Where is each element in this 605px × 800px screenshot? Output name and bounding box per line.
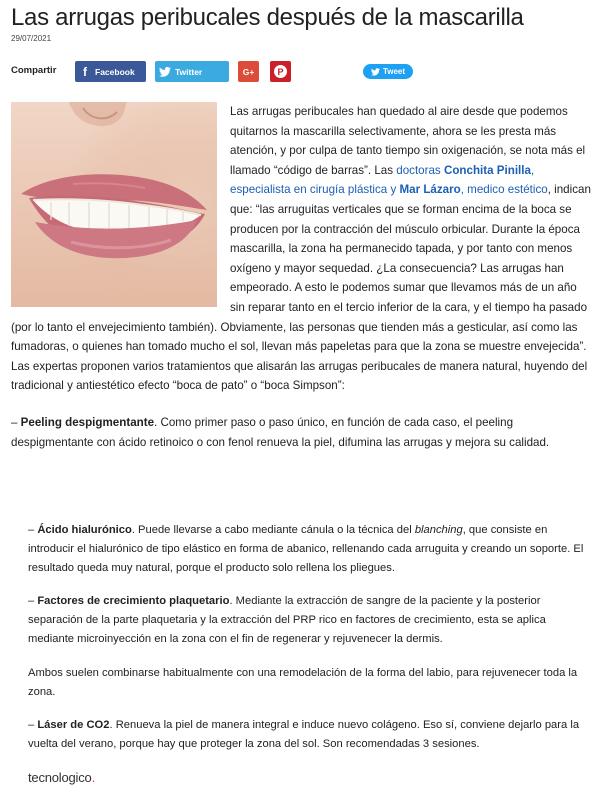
factores-dash: – bbox=[28, 595, 38, 607]
acido-paragraph bbox=[28, 521, 591, 578]
article-body bbox=[11, 102, 591, 452]
blanching-term: blanching bbox=[414, 524, 463, 536]
tweet-button[interactable] bbox=[363, 64, 413, 79]
logo-text: tecnologico bbox=[28, 770, 92, 785]
laser-title: Láser de CO2 bbox=[37, 719, 110, 731]
ambos-text: Ambos suelen combinarse habitualmente con una remodelación de la forma del labio, para rejuvenecer toda la zona. bbox=[28, 667, 578, 698]
doctor-name-2: Mar Lázaro bbox=[399, 183, 461, 197]
peeling-title: Peeling despigmentante bbox=[20, 415, 155, 429]
logo-dot: . bbox=[91, 770, 95, 785]
peeling-dash: – bbox=[11, 415, 21, 429]
twitter-share-button[interactable] bbox=[155, 61, 229, 82]
googleplus-share-button[interactable] bbox=[238, 61, 259, 82]
laser-dash: – bbox=[28, 719, 38, 731]
facebook-label: Facebook bbox=[95, 66, 135, 77]
peeling-paragraph bbox=[11, 413, 591, 452]
acido-text-1: . Puede llevarse a cabo mediante cánula o la técnica del bbox=[131, 524, 415, 536]
acido-dash: – bbox=[28, 524, 38, 536]
intro-text-1: Las arrugas peribucales han quedado al aire desde que podemos quitarnos la mascarilla selectivamente, ahora se les presta más atención, y por culpa de tanto tiempo sin oxigenación, se nota más el llamado “código de barras”. Las bbox=[230, 105, 586, 177]
peeling-text: . Como primer paso o paso único, en función de cada caso, el peeling despigmentante con ácido retinoico o con fenol renueva la piel, difumina las arrugas y mejora su calidad. bbox=[11, 415, 550, 449]
facebook-icon: f bbox=[83, 64, 87, 79]
twitter-label: Twitter bbox=[175, 66, 203, 77]
factores-paragraph bbox=[28, 592, 591, 649]
doctor-role-2: , medico estético bbox=[460, 183, 548, 197]
intro-paragraph bbox=[11, 102, 591, 396]
googleplus-icon: G+ bbox=[242, 66, 255, 77]
share-bar bbox=[11, 61, 601, 83]
tweet-label: Tweet bbox=[382, 67, 406, 76]
twitter-bird-icon bbox=[155, 67, 175, 77]
pinterest-icon: P bbox=[274, 65, 287, 78]
site-logo[interactable] bbox=[28, 770, 95, 785]
doctor-role-1: , especialista en cirugía plástica y bbox=[230, 163, 535, 197]
factores-text: . Mediante la extracción de sangre de la paciente y la posterior separación de la parte plaquetaria y la extracción del PRP rico en factores de crecimiento, esta se aplica mediante microinyección en la zona con el fin de regenerar y rejuvenecer la dermis. bbox=[28, 595, 546, 645]
acido-text-2: , que consiste en introducir el hialurónico de tipo elástico en forma de abanico, rellenando cada arruguita y creando un soporte. El resultado queda muy natural, porque el producto solo rellena los pliegues. bbox=[28, 524, 584, 574]
image-spacer bbox=[11, 102, 221, 316]
doctor-name-1: Conchita Pinilla bbox=[443, 163, 531, 177]
laser-text: . Renueva la piel de manera integral e induce nuevo colágeno. Eso sí, conviene dejarlo para la vuelta del verano, porque hay que proteger la zona del sol. Son recomendadas 3 sesiones. bbox=[28, 719, 580, 750]
article-date: 29/07/2021 bbox=[11, 34, 52, 43]
laser-paragraph bbox=[28, 716, 591, 754]
doctors-link-text: doctoras bbox=[396, 163, 444, 177]
ambos-paragraph bbox=[28, 664, 591, 702]
share-label: Compartir bbox=[11, 65, 57, 76]
article-title: Las arrugas peribucales después de la mascarilla bbox=[11, 4, 524, 31]
acido-title: Ácido hialurónico bbox=[37, 524, 132, 536]
factores-title: Factores de crecimiento plaquetario bbox=[37, 595, 230, 607]
twitter-bird-icon bbox=[371, 68, 380, 76]
facebook-share-button[interactable] bbox=[75, 61, 146, 82]
intro-text-2: , indican que: “las arruguitas verticales que se forman encima de la boca se producen por la contracción del músculo orbicular. Durante la época mascarilla, la zona ha permanecido tapada, y por tanto con menos oxígeno y mayor sequedad. ¿La consecuencia? Las arrugas han empeorado. A esto le podemos sumar que llevamos más de un año sin reparar tanto en el tercio inferior de la cara, y el tiempo ha pasado (por lo tanto el envejecimiento también). Obviamente, las personas que tienden más a gesticular, así como las fumadoras, o quienes han tomado mucho el sol, llevan más papeletas para que la zona se muestre envejecida”. Las expertas proponen varios tratamientos que alisarán las arrugas peribucales de manera natural, huyendo del tradicional y antiestético efecto “boca de pato” o “boca Simpson”: bbox=[11, 183, 591, 393]
pinterest-share-button[interactable] bbox=[270, 61, 291, 82]
